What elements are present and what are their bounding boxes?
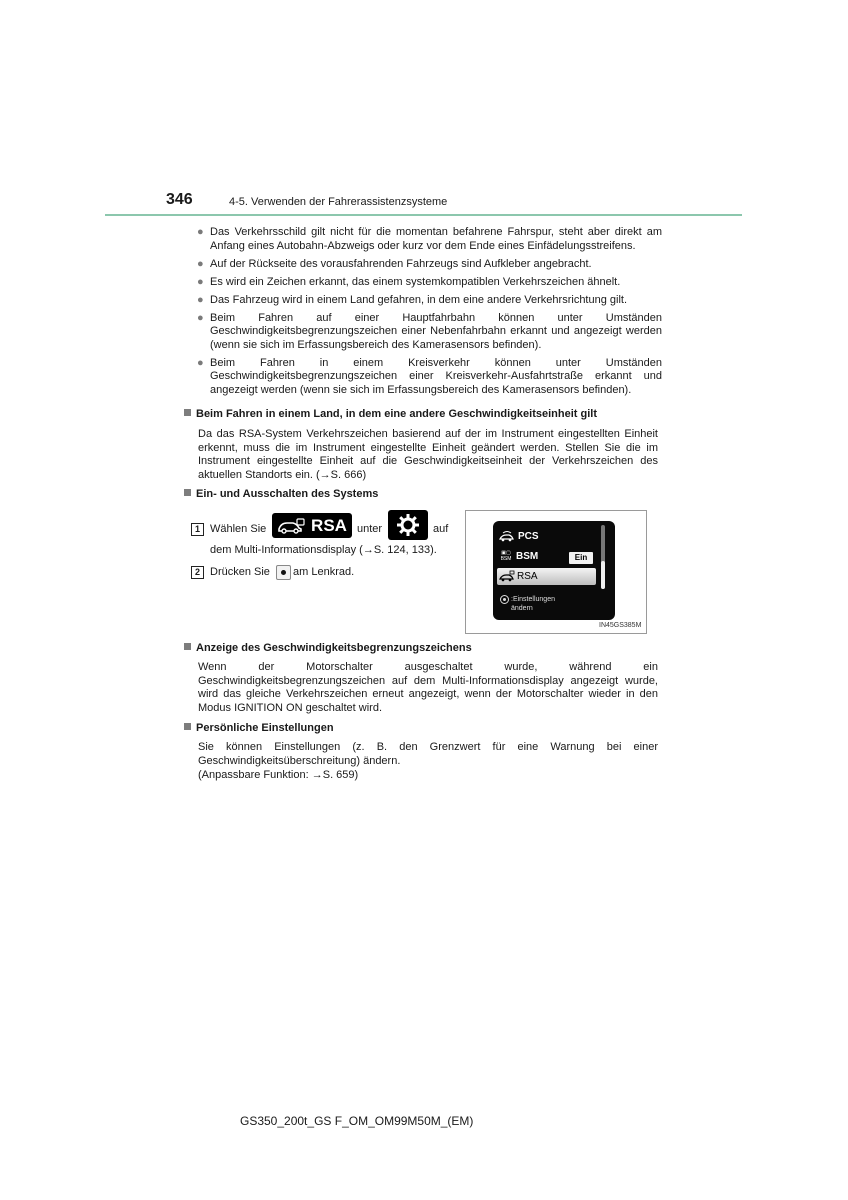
footer-code: GS350_200t_GS F_OM_OM99M50M_(EM) bbox=[240, 1114, 474, 1128]
bullet-list bbox=[197, 226, 662, 402]
menu-label: RSA bbox=[517, 570, 538, 582]
section-heading-display bbox=[184, 642, 472, 654]
list-item bbox=[197, 226, 662, 253]
hint-text bbox=[511, 595, 555, 613]
header-rule bbox=[105, 214, 742, 216]
bullet-icon: ● bbox=[197, 311, 204, 324]
car-sign-icon bbox=[277, 518, 305, 534]
bullet-icon: ● bbox=[197, 275, 204, 288]
scrollbar bbox=[601, 525, 605, 589]
bullet-icon: ● bbox=[197, 356, 204, 369]
menu-item-rsa-selected bbox=[497, 568, 596, 585]
hint-line: ändern bbox=[511, 605, 533, 612]
section-heading-speed-unit bbox=[184, 408, 597, 420]
heading-text: Anzeige des Geschwindigkeitsbegrenzungszeichens bbox=[196, 642, 472, 654]
list-item bbox=[197, 357, 662, 398]
figure-code: IN45GS385M bbox=[599, 622, 642, 629]
multi-information-display bbox=[493, 521, 615, 620]
gear-icon bbox=[388, 510, 428, 540]
bullet-text: Es wird ein Zeichen erkannt, das einem systemkompatiblen Verkehrszeichen ähnelt. bbox=[210, 275, 621, 288]
display-paragraph: Wenn der Motorschalter ausgeschaltet wurde, während ein Geschwindigkeitsbegrenzungszeichen auf dem Multi-Informationsdisplay angezeigt wurde, wird das gleiche Verkehrszeichen erneut angezeigt, wenn der Motorschalter wieder in den Modus IGNITION ON geschaltet wird. bbox=[198, 661, 658, 714]
menu-label: PCS bbox=[518, 530, 539, 542]
list-item bbox=[197, 276, 662, 290]
bullet-text: Das Verkehrsschild gilt nicht für die momentan befahrene Fahrspur, steht aber direkt am Anfang eines Autobahn-Abzweigs oder kurz vor dem Ende eines Einfädelungsstreifens. bbox=[210, 226, 662, 252]
step-text: unter bbox=[357, 523, 383, 535]
square-bullet-icon bbox=[184, 409, 191, 416]
status-badge: Ein bbox=[569, 552, 593, 564]
rsa-car-icon bbox=[499, 570, 515, 582]
step-text: Drücken Sie bbox=[210, 566, 270, 578]
step-text: dem Multi-Informationsdisplay (→S. 124, 133). bbox=[210, 544, 437, 556]
bullet-icon: ● bbox=[197, 226, 204, 238]
square-bullet-icon bbox=[184, 489, 191, 496]
list-item bbox=[197, 294, 662, 308]
bsm-icon: ▣▢ BSM bbox=[500, 550, 512, 562]
hint-line: :Einstellungen bbox=[511, 596, 555, 603]
scrollbar-thumb bbox=[601, 561, 605, 589]
square-bullet-icon bbox=[184, 723, 191, 730]
step-text: Wählen Sie bbox=[210, 523, 267, 535]
rsa-menu-icon bbox=[272, 513, 352, 538]
menu-item-pcs bbox=[499, 530, 539, 542]
bullet-text: Beim Fahren auf einer Hauptfahrbahn können unter Umständen Geschwindigkeitsbegrenzungszeichen einer Nebenfahrbahn erkannt und angezeigt werden (wenn sie sich im Erfassungsbereich des Kamerasensors befinden). bbox=[210, 311, 662, 351]
section-heading-personal bbox=[184, 722, 334, 734]
heading-text: Beim Fahren in einem Land, in dem eine andere Geschwindigkeitseinheit gilt bbox=[196, 408, 597, 420]
list-item bbox=[197, 312, 662, 353]
section-heading-on-off bbox=[184, 488, 378, 500]
section-title: 4-5. Verwenden der Fahrerassistenzsysteme bbox=[229, 196, 448, 208]
step-number: 2 bbox=[191, 566, 204, 579]
bullet-text: Beim Fahren in einem Kreisverkehr können unter Umständen Geschwindigkeitsbegrenzungszeichen einer Kreisverkehr-Ausfahrtstraße erkannt und angezeigt werden (wenn sie sich im Erfassungsbereich des Kamerasensors befinden). bbox=[210, 356, 662, 396]
speed-unit-paragraph: Da das RSA-System Verkehrszeichen basierend auf der im Instrument eingestellten Einheit erkennt, muss die im Instrument eingestellte Einheit geändert werden. Stellen Sie die im Instrument eingestellte Einheit auf die Geschwindigkeitseinheit der Verkehrszeichen des aktuellen Standorts ein. (→S. 666) bbox=[198, 428, 658, 481]
personal-paragraph: Sie können Einstellungen (z. B. den Grenzwert für eine Warnung bei einer Geschwindigkeitsüberschreitung) ändern. bbox=[198, 741, 658, 767]
menu-label: BSM bbox=[516, 550, 539, 562]
menu-item-bsm bbox=[499, 550, 538, 562]
bullet-icon: ● bbox=[197, 293, 204, 306]
rsa-label: RSA bbox=[311, 515, 347, 535]
bullet-text: Auf der Rückseite des vorausfahrenden Fahrzeugs sind Aufkleber angebracht. bbox=[210, 257, 592, 270]
pcs-car-icon bbox=[499, 530, 515, 542]
ok-button-icon bbox=[276, 565, 291, 580]
square-bullet-icon bbox=[184, 643, 191, 650]
bullet-text: Das Fahrzeug wird in einem Land gefahren, in dem eine andere Verkehrsrichtung gilt. bbox=[210, 293, 628, 306]
ok-hint-icon bbox=[500, 595, 509, 604]
bullet-icon: ● bbox=[197, 257, 204, 270]
step-number: 1 bbox=[191, 523, 204, 536]
list-item bbox=[197, 258, 662, 272]
heading-text: Persönliche Einstellungen bbox=[196, 722, 334, 734]
personal-reference: (Anpassbare Funktion: →S. 659) bbox=[198, 769, 359, 781]
step-text: am Lenkrad. bbox=[293, 566, 355, 578]
heading-text: Ein- und Ausschalten des Systems bbox=[196, 488, 379, 500]
page-number: 346 bbox=[166, 191, 193, 208]
step-text: auf bbox=[433, 523, 449, 535]
